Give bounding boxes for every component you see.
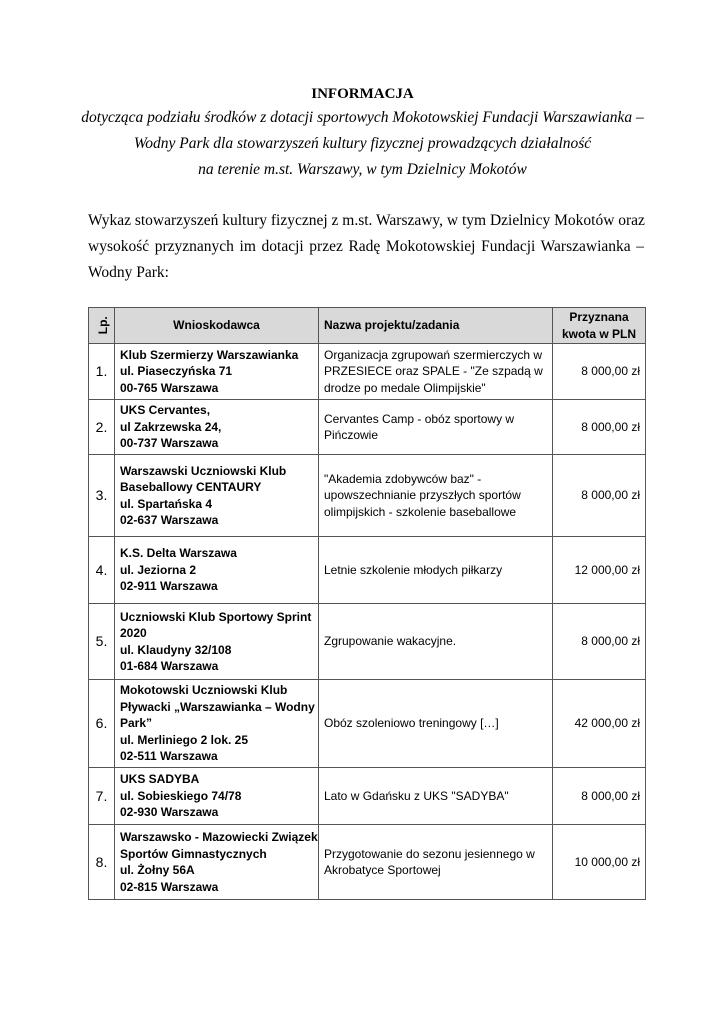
row-number: 5. [89, 604, 115, 680]
applicant-line: ul Zakrzewska 24, [120, 419, 222, 434]
applicant-line: 02-511 Warszawa [120, 749, 218, 764]
project-line: Obóz szoleniowo treningowy […] [324, 716, 499, 731]
project-cell [319, 680, 553, 768]
amount-cell: 8 000,00 zł [553, 400, 646, 455]
subtitle-line-2: Wodny Park dla stowarzyszeń kultury fizycznej prowadzących działalność [133, 135, 592, 152]
table-row [89, 604, 646, 680]
applicant-line: 02-815 Warszawa [120, 879, 219, 894]
project-line: Organizacja zgrupowań szermierczych w [324, 347, 543, 362]
applicant-line: ul. Klaudyny 32/108 [120, 642, 232, 657]
applicant-line: ul. Spartańska 4 [120, 496, 213, 511]
amount-cell: 8 000,00 zł [553, 344, 646, 400]
subtitle-line-3: na terenie m.st. Warszawy, w tym Dzielnicy Mokotów [198, 161, 527, 178]
applicant-line: 00-737 Warszawa [120, 436, 219, 451]
intro-paragraph [88, 208, 644, 286]
intro-line-2: wysokość przyznanych im dotacji przez Radę Mokotowskiej Fundacji Warszawianka – [88, 238, 644, 255]
amount-cell: 10 000,00 zł [553, 825, 646, 900]
intro-line-3: Wodny Park: [88, 264, 169, 281]
row-number: 4. [89, 537, 115, 604]
applicant-line: ul. Merliniego 2 lok. 25 [120, 732, 249, 747]
applicant-line: UKS SADYBA [120, 772, 200, 787]
applicant-line: ul. Piaseczyńska 71 [120, 364, 233, 379]
applicant-line: Pływacki „Warszawianka – Wodny [120, 699, 315, 714]
applicant-cell [115, 825, 319, 900]
applicant-line: UKS Cervantes, [120, 403, 211, 418]
grants-table [88, 307, 646, 900]
project-line: olimpijskich - szkolenie baseballowe [324, 504, 517, 519]
project-line: Letnie szkolenie młodych piłkarzy [324, 562, 503, 577]
project-line: Przygotowanie do sezonu jesiennego w [324, 846, 535, 861]
applicant-line: Baseballowy CENTAURY [120, 480, 262, 494]
row-number: 7. [89, 768, 115, 825]
applicant-line: 02-911 Warszawa [120, 579, 218, 594]
table-header-row [89, 308, 646, 344]
applicant-cell [115, 344, 319, 400]
applicant-line: Park” [120, 716, 153, 731]
intro-line-1: Wykaz stowarzyszeń kultury fizycznej z m.st. Warszawy, w tym Dzielnicy Mokotów oraz [88, 212, 645, 229]
project-line: Zgrupowanie wakacyjne. [324, 634, 457, 649]
project-cell [319, 344, 553, 400]
table-row [89, 400, 646, 455]
row-number: 2. [89, 400, 115, 455]
table-row [89, 825, 646, 900]
applicant-line: ul. Sobieskiego 74/78 [120, 788, 242, 803]
row-number: 8. [89, 825, 115, 900]
header-applicant: Wnioskodawca [115, 308, 319, 344]
project-cell [319, 604, 553, 680]
project-line: Pińczowie [324, 428, 379, 442]
table-row [89, 455, 646, 537]
project-cell [319, 400, 553, 455]
applicant-line: Klub Szermierzy Warszawianka [120, 347, 299, 362]
project-cell [319, 537, 553, 604]
row-number: 1. [89, 344, 115, 400]
project-cell [319, 455, 553, 537]
applicant-line: Warszawsko - Mazowiecki Związek [120, 830, 318, 844]
table-row [89, 768, 646, 825]
applicant-cell [115, 455, 319, 537]
applicant-cell [115, 680, 319, 768]
header-lp: Lp. [89, 308, 115, 344]
applicant-line: 02-637 Warszawa [120, 513, 219, 527]
applicant-line: 02-930 Warszawa [120, 805, 219, 820]
header-amount: Przyznana kwota w PLN [553, 308, 646, 344]
row-number: 3. [89, 455, 115, 537]
table-row [89, 537, 646, 604]
applicant-line: Warszawski Uczniowski Klub [120, 463, 287, 478]
applicant-line: 00-765 Warszawa [120, 380, 219, 395]
project-line: drodze po medale Olimpijskie" [324, 380, 486, 395]
applicant-line: Uczniowski Klub Sportowy Sprint [120, 609, 312, 624]
document-title: INFORMACJA [311, 86, 414, 102]
table-row [89, 680, 646, 768]
applicant-line: K.S. Delta Warszawa [120, 546, 237, 561]
applicant-cell [115, 604, 319, 680]
project-cell [319, 825, 553, 900]
project-line: PRZESIECE oraz SPALE - "Ze szpadą w [324, 364, 543, 379]
subtitle-line-1: dotycząca podziału środków z dotacji sportowych Mokotowskiej Fundacji Warszawianka – [81, 109, 644, 126]
amount-cell: 8 000,00 zł [553, 604, 646, 680]
amount-cell: 42 000,00 zł [553, 680, 646, 768]
applicant-cell [115, 400, 319, 455]
applicant-line: 2020 [120, 626, 147, 640]
amount-cell: 8 000,00 zł [553, 455, 646, 537]
applicant-line: ul. Jeziorna 2 [120, 562, 197, 577]
applicant-line: ul. Żołny 56A [120, 863, 195, 877]
project-line: upowszechnianie przyszłych sportów [324, 488, 521, 503]
row-number: 6. [89, 680, 115, 768]
project-line: Akrobatyce Sportowej [324, 863, 441, 877]
project-cell [319, 768, 553, 825]
applicant-line: 01-684 Warszawa [120, 659, 219, 673]
header-project: Nazwa projektu/zadania [319, 308, 553, 344]
applicant-line: Sportów Gimnastycznych [120, 846, 267, 861]
applicant-cell [115, 537, 319, 604]
applicant-cell [115, 768, 319, 825]
amount-cell: 12 000,00 zł [553, 537, 646, 604]
project-line: "Akademia zdobywców baz" - [324, 471, 482, 486]
amount-cell: 8 000,00 zł [553, 768, 646, 825]
project-line: Lato w Gdańsku z UKS "SADYBA" [324, 788, 509, 803]
table-row [89, 344, 646, 400]
applicant-line: Mokotowski Uczniowski Klub [120, 683, 288, 698]
project-line: Cervantes Camp - obóz sportowy w [324, 411, 515, 426]
